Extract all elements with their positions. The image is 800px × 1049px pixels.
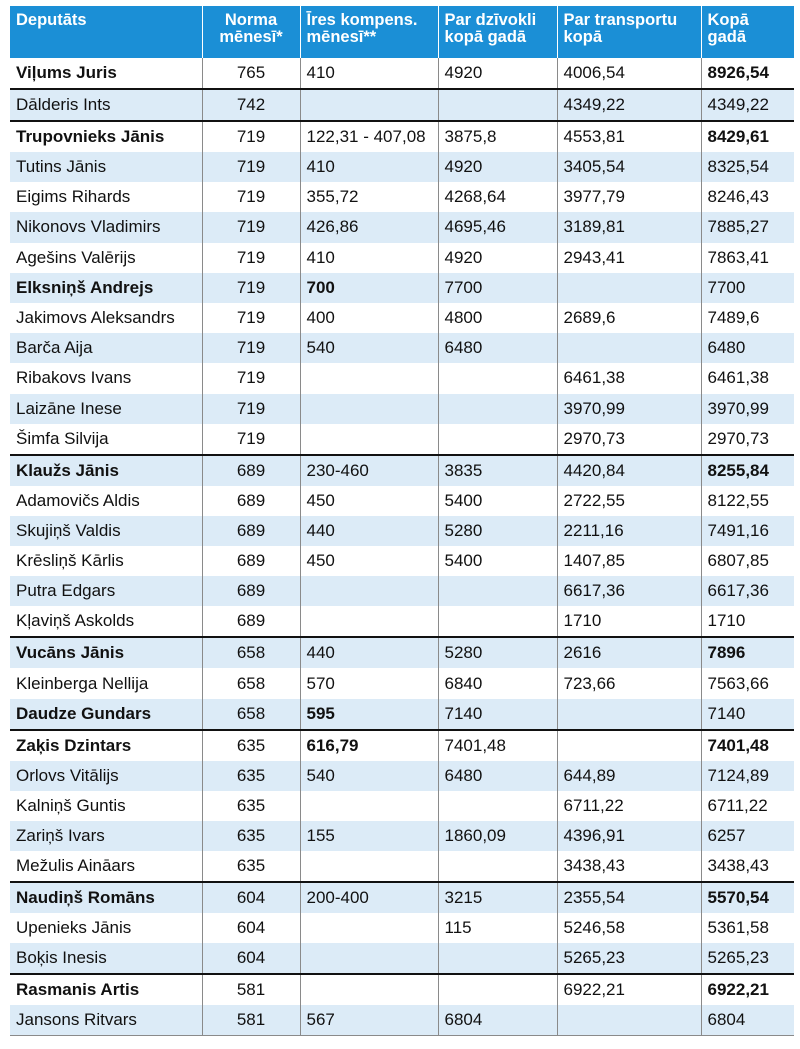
deputies-table bbox=[10, 6, 794, 1036]
table-row bbox=[10, 699, 794, 730]
cell-kopa: 8122,55 bbox=[707, 490, 769, 510]
cell-deputats: Agešins Valērijs bbox=[10, 243, 202, 273]
header-dzivoklis bbox=[438, 6, 557, 58]
cell-dzivoklis bbox=[438, 363, 557, 393]
cell-dzivoklis bbox=[438, 791, 557, 821]
cell-kopa: 7124,89 bbox=[701, 761, 794, 791]
cell-ires: 616,79 bbox=[300, 730, 438, 761]
table-row bbox=[10, 58, 794, 89]
cell-ires: 400 bbox=[300, 303, 438, 333]
cell-norma: 719 bbox=[202, 424, 300, 455]
cell-dzivoklis: 5280 bbox=[438, 637, 557, 668]
cell-norma: 689 bbox=[202, 576, 300, 606]
cell-deputats: Vucāns Jānis bbox=[10, 637, 202, 668]
cell-dzivoklis: 4920 bbox=[438, 243, 557, 273]
header-line: Norma bbox=[224, 11, 278, 29]
cell-norma: 719 bbox=[202, 243, 300, 273]
cell-kopa: 7140 bbox=[701, 699, 794, 730]
cell-ires: 540 bbox=[300, 333, 438, 363]
table-row bbox=[10, 1005, 794, 1036]
cell-norma: 658 bbox=[202, 699, 300, 730]
cell-norma: 604 bbox=[202, 882, 300, 913]
cell-ires bbox=[300, 974, 438, 1005]
cell-transports: 2722,55 bbox=[557, 486, 701, 516]
cell-norma: 719 bbox=[202, 303, 300, 333]
cell-dzivoklis: 4695,46 bbox=[438, 212, 557, 242]
header-deputats bbox=[10, 6, 202, 58]
cell-dzivoklis: 7700 bbox=[438, 273, 557, 303]
header-kopa bbox=[701, 6, 794, 58]
cell-ires bbox=[300, 791, 438, 821]
cell-ires: 410 bbox=[300, 243, 438, 273]
cell-deputats: Laizāne Inese bbox=[10, 394, 202, 424]
table-row bbox=[10, 486, 794, 516]
cell-norma: 604 bbox=[202, 943, 300, 974]
cell-norma: 635 bbox=[202, 851, 300, 882]
cell-norma: 742 bbox=[202, 89, 300, 121]
cell-deputats: Mežulis Aināars bbox=[10, 851, 202, 882]
cell-kopa: 6807,85 bbox=[707, 551, 769, 571]
table-row bbox=[10, 243, 794, 273]
cell-dzivoklis: 115 bbox=[438, 913, 557, 943]
cell-ires: 355,72 bbox=[300, 182, 438, 212]
header-line: mēnesī** bbox=[306, 28, 377, 46]
cell-ires bbox=[300, 363, 438, 393]
cell-dzivoklis: 7401,48 bbox=[438, 730, 557, 761]
cell-ires: 540 bbox=[300, 761, 438, 791]
cell-ires bbox=[300, 576, 438, 606]
cell-ires bbox=[300, 851, 438, 882]
table-row bbox=[10, 273, 794, 303]
cell-transports: 3970,99 bbox=[557, 394, 701, 424]
cell-norma: 719 bbox=[202, 121, 300, 152]
cell-deputats: Zaķis Dzintars bbox=[10, 730, 202, 761]
cell-dzivoklis bbox=[438, 576, 557, 606]
cell-kopa: 3438,43 bbox=[707, 856, 769, 876]
cell-kopa: 7885,27 bbox=[701, 212, 794, 242]
cell-dzivoklis bbox=[438, 606, 557, 637]
cell-transports: 2689,6 bbox=[557, 303, 701, 333]
cell-norma: 635 bbox=[202, 821, 300, 851]
cell-kopa: 6480 bbox=[701, 333, 794, 363]
cell-dzivoklis bbox=[438, 943, 557, 974]
cell-kopa: 7563,66 bbox=[707, 673, 769, 693]
table-row bbox=[10, 974, 794, 1005]
table-row bbox=[10, 576, 794, 606]
table-row bbox=[10, 761, 794, 791]
cell-dzivoklis bbox=[438, 974, 557, 1005]
cell-deputats: Orlovs Vitālijs bbox=[10, 761, 202, 791]
cell-ires: 570 bbox=[300, 668, 438, 698]
header-line: Par dzīvokli bbox=[444, 11, 537, 29]
cell-norma: 689 bbox=[202, 516, 300, 546]
cell-norma: 689 bbox=[202, 606, 300, 637]
table-row bbox=[10, 152, 794, 182]
cell-ires: 410 bbox=[300, 152, 438, 182]
cell-deputats: Rasmanis Artis bbox=[10, 974, 202, 1005]
cell-deputats: Jansons Ritvars bbox=[10, 1005, 202, 1036]
cell-kopa: 2970,73 bbox=[707, 428, 769, 448]
cell-deputats: Trupovnieks Jānis bbox=[10, 121, 202, 152]
cell-dzivoklis: 7140 bbox=[438, 699, 557, 730]
table-row bbox=[10, 455, 794, 486]
cell-transports: 3405,54 bbox=[557, 152, 701, 182]
cell-deputats: Naudiņš Romāns bbox=[10, 882, 202, 913]
cell-kopa: 8926,54 bbox=[707, 63, 769, 82]
cell-norma: 689 bbox=[202, 486, 300, 516]
cell-norma: 719 bbox=[202, 394, 300, 424]
cell-ires: 595 bbox=[300, 699, 438, 730]
cell-dzivoklis: 3875,8 bbox=[438, 121, 557, 152]
cell-transports: 4420,84 bbox=[557, 455, 701, 486]
cell-dzivoklis: 5400 bbox=[438, 546, 557, 576]
cell-deputats: Kalniņš Guntis bbox=[10, 791, 202, 821]
cell-kopa: 8325,54 bbox=[701, 152, 794, 182]
table-body bbox=[10, 58, 794, 1036]
cell-kopa: 7401,48 bbox=[701, 730, 794, 761]
cell-ires bbox=[300, 606, 438, 637]
cell-transports: 3977,79 bbox=[557, 182, 701, 212]
cell-norma: 719 bbox=[202, 363, 300, 393]
cell-transports: 5265,23 bbox=[557, 943, 701, 974]
cell-deputats: Dālderis Ints bbox=[10, 89, 202, 121]
cell-ires: 200-400 bbox=[300, 882, 438, 913]
cell-norma: 719 bbox=[202, 333, 300, 363]
cell-kopa: 6257 bbox=[701, 821, 794, 851]
cell-ires: 155 bbox=[300, 821, 438, 851]
cell-ires bbox=[300, 943, 438, 974]
cell-transports: 1710 bbox=[557, 606, 701, 637]
cell-transports bbox=[557, 333, 701, 363]
cell-transports: 2355,54 bbox=[557, 882, 701, 913]
cell-transports: 4553,81 bbox=[557, 121, 701, 152]
cell-dzivoklis: 6480 bbox=[438, 761, 557, 791]
cell-transports bbox=[557, 1005, 701, 1036]
table-row bbox=[10, 668, 794, 698]
cell-kopa: 8429,61 bbox=[701, 121, 794, 152]
cell-ires bbox=[300, 89, 438, 121]
cell-deputats: Zariņš Ivars bbox=[10, 821, 202, 851]
cell-dzivoklis: 3835 bbox=[438, 455, 557, 486]
table-row bbox=[10, 121, 794, 152]
cell-kopa: 7489,6 bbox=[707, 308, 760, 328]
cell-kopa: 7700 bbox=[701, 273, 794, 303]
cell-deputats: Skujiņš Valdis bbox=[10, 516, 202, 546]
cell-deputats: Kļaviņš Askolds bbox=[10, 606, 202, 637]
cell-deputats: Kleinberga Nellija bbox=[10, 668, 202, 698]
table-row bbox=[10, 637, 794, 668]
cell-transports: 2970,73 bbox=[557, 424, 701, 455]
cell-ires bbox=[300, 913, 438, 943]
cell-deputats: Ribakovs Ivans bbox=[10, 363, 202, 393]
cell-norma: 689 bbox=[202, 546, 300, 576]
cell-kopa: 5361,58 bbox=[707, 918, 769, 938]
cell-kopa: 3970,99 bbox=[701, 394, 794, 424]
cell-transports: 4349,22 bbox=[557, 89, 701, 121]
cell-transports: 644,89 bbox=[557, 761, 701, 791]
cell-norma: 635 bbox=[202, 730, 300, 761]
cell-dzivoklis bbox=[438, 851, 557, 882]
header-transports bbox=[557, 6, 701, 58]
cell-deputats: Jakimovs Aleksandrs bbox=[10, 303, 202, 333]
cell-transports: 2943,41 bbox=[557, 243, 701, 273]
header-line: kopā bbox=[563, 28, 603, 46]
cell-transports bbox=[557, 273, 701, 303]
cell-ires: 440 bbox=[300, 637, 438, 668]
table-row bbox=[10, 913, 794, 943]
cell-norma: 581 bbox=[202, 1005, 300, 1036]
cell-norma: 581 bbox=[202, 974, 300, 1005]
cell-norma: 719 bbox=[202, 182, 300, 212]
cell-dzivoklis bbox=[438, 89, 557, 121]
cell-kopa: 6804 bbox=[701, 1005, 794, 1036]
cell-dzivoklis: 4920 bbox=[438, 58, 557, 89]
cell-kopa: 1710 bbox=[707, 611, 746, 631]
cell-ires: 450 bbox=[300, 546, 438, 576]
cell-dzivoklis: 4800 bbox=[438, 303, 557, 333]
table-row bbox=[10, 89, 794, 121]
cell-deputats: Elksniņš Andrejs bbox=[10, 273, 202, 303]
cell-transports: 6617,36 bbox=[557, 576, 701, 606]
cell-deputats: Barča Aija bbox=[10, 333, 202, 363]
cell-transports: 6711,22 bbox=[557, 791, 701, 821]
cell-transports bbox=[557, 699, 701, 730]
cell-dzivoklis: 6840 bbox=[438, 668, 557, 698]
table-row bbox=[10, 943, 794, 974]
cell-ires: 426,86 bbox=[300, 212, 438, 242]
cell-transports: 2211,16 bbox=[557, 516, 701, 546]
header-line: mēnesī* bbox=[219, 28, 283, 46]
cell-kopa: 8255,84 bbox=[701, 455, 794, 486]
cell-dzivoklis: 3215 bbox=[438, 882, 557, 913]
cell-kopa: 7491,16 bbox=[701, 516, 794, 546]
cell-ires: 567 bbox=[300, 1005, 438, 1036]
cell-norma: 604 bbox=[202, 913, 300, 943]
cell-transports: 6461,38 bbox=[557, 363, 701, 393]
header-row bbox=[10, 6, 794, 58]
cell-ires: 230-460 bbox=[300, 455, 438, 486]
table-row bbox=[10, 882, 794, 913]
header-line: Īres kompens. bbox=[306, 11, 418, 29]
table-row bbox=[10, 182, 794, 212]
header-line: kopā gadā bbox=[444, 28, 527, 46]
table-row bbox=[10, 424, 794, 455]
cell-norma: 689 bbox=[202, 455, 300, 486]
cell-deputats: Viļums Juris bbox=[10, 58, 202, 89]
table-row bbox=[10, 516, 794, 546]
cell-dzivoklis: 6804 bbox=[438, 1005, 557, 1036]
cell-ires bbox=[300, 424, 438, 455]
table-row bbox=[10, 303, 794, 333]
cell-deputats: Adamovičs Aldis bbox=[10, 486, 202, 516]
cell-norma: 635 bbox=[202, 791, 300, 821]
cell-dzivoklis: 5280 bbox=[438, 516, 557, 546]
cell-deputats: Boķis Inesis bbox=[10, 943, 202, 974]
cell-norma: 719 bbox=[202, 152, 300, 182]
cell-kopa: 5265,23 bbox=[701, 943, 794, 974]
cell-kopa: 6461,38 bbox=[707, 368, 769, 388]
header-line: Deputāts bbox=[16, 11, 87, 29]
cell-dzivoklis bbox=[438, 424, 557, 455]
table-row bbox=[10, 394, 794, 424]
cell-dzivoklis: 4268,64 bbox=[438, 182, 557, 212]
cell-deputats: Klaužs Jānis bbox=[10, 455, 202, 486]
cell-transports: 6922,21 bbox=[557, 974, 701, 1005]
table-row bbox=[10, 730, 794, 761]
table-row bbox=[10, 333, 794, 363]
cell-deputats: Šimfa Silvija bbox=[10, 424, 202, 455]
cell-deputats: Upenieks Jānis bbox=[10, 913, 202, 943]
cell-transports: 5246,58 bbox=[557, 913, 701, 943]
cell-transports: 3189,81 bbox=[557, 212, 701, 242]
cell-norma: 765 bbox=[202, 58, 300, 89]
cell-ires: 410 bbox=[300, 58, 438, 89]
header-ires bbox=[300, 6, 438, 58]
cell-kopa: 7896 bbox=[701, 637, 794, 668]
cell-norma: 658 bbox=[202, 637, 300, 668]
cell-ires: 440 bbox=[300, 516, 438, 546]
cell-ires: 122,31 - 407,08 bbox=[300, 121, 438, 152]
cell-dzivoklis bbox=[438, 394, 557, 424]
cell-norma: 719 bbox=[202, 212, 300, 242]
cell-kopa: 7863,41 bbox=[707, 247, 769, 267]
cell-kopa: 4349,22 bbox=[701, 89, 794, 121]
cell-dzivoklis: 5400 bbox=[438, 486, 557, 516]
header-line: gadā bbox=[707, 28, 747, 46]
cell-norma: 635 bbox=[202, 761, 300, 791]
header-line: Par transportu bbox=[563, 11, 678, 29]
table-row bbox=[10, 212, 794, 242]
cell-transports: 4396,91 bbox=[557, 821, 701, 851]
cell-dzivoklis: 4920 bbox=[438, 152, 557, 182]
table-row bbox=[10, 821, 794, 851]
cell-norma: 719 bbox=[202, 273, 300, 303]
cell-deputats: Putra Edgars bbox=[10, 576, 202, 606]
cell-deputats: Tutins Jānis bbox=[10, 152, 202, 182]
header-line: Kopā bbox=[707, 11, 749, 29]
cell-kopa: 8246,43 bbox=[707, 187, 769, 207]
cell-dzivoklis: 1860,09 bbox=[438, 821, 557, 851]
header-norma bbox=[202, 6, 300, 58]
cell-ires: 450 bbox=[300, 486, 438, 516]
cell-kopa: 5570,54 bbox=[701, 882, 794, 913]
cell-transports: 723,66 bbox=[557, 668, 701, 698]
cell-transports: 4006,54 bbox=[557, 58, 701, 89]
cell-kopa: 6617,36 bbox=[701, 576, 794, 606]
cell-transports: 2616 bbox=[557, 637, 701, 668]
cell-norma: 658 bbox=[202, 668, 300, 698]
cell-deputats: Krēsliņš Kārlis bbox=[10, 546, 202, 576]
cell-transports bbox=[557, 730, 701, 761]
table-row bbox=[10, 363, 794, 393]
cell-transports: 3438,43 bbox=[557, 851, 701, 882]
table-row bbox=[10, 606, 794, 637]
cell-ires bbox=[300, 394, 438, 424]
cell-transports: 1407,85 bbox=[557, 546, 701, 576]
cell-deputats: Nikonovs Vladimirs bbox=[10, 212, 202, 242]
cell-deputats: Eigims Rihards bbox=[10, 182, 202, 212]
cell-deputats: Daudze Gundars bbox=[10, 699, 202, 730]
cell-dzivoklis: 6480 bbox=[438, 333, 557, 363]
cell-kopa: 6711,22 bbox=[707, 795, 768, 815]
cell-kopa: 6922,21 bbox=[701, 974, 794, 1005]
table-row bbox=[10, 546, 794, 576]
table-header bbox=[10, 6, 794, 58]
cell-ires: 700 bbox=[300, 273, 438, 303]
table-row bbox=[10, 791, 794, 821]
table-row bbox=[10, 851, 794, 882]
